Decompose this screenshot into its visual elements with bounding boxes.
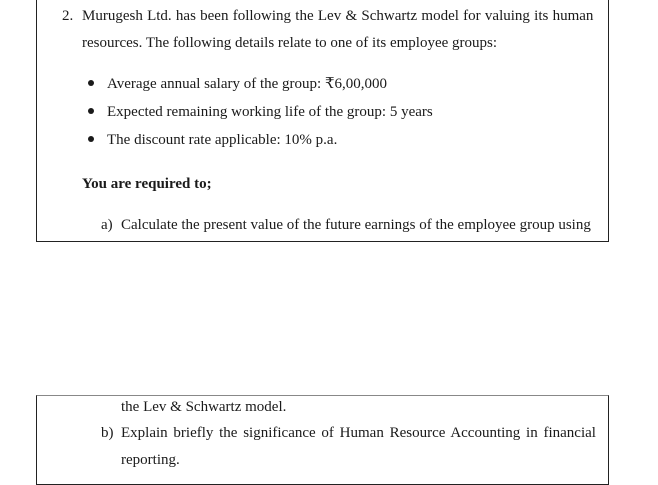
detail-item-discount-rate: The discount rate applicable: 10% p.a. <box>107 132 338 148</box>
detail-item-salary: Average annual salary of the group: ₹6,00,000 <box>107 76 388 92</box>
required-heading: You are required to; <box>82 176 212 192</box>
bullet-icon <box>88 108 94 114</box>
part-a-label: a) <box>101 217 113 233</box>
question-intro-line-2: resources. The following details relate to one of its employee groups: <box>82 35 498 51</box>
part-b-label: b) <box>101 425 114 441</box>
question-intro-line-1: Murugesh Ltd. has been following the Lev & Schwartz model for valuing its human <box>82 8 594 24</box>
part-a-text-line-1: Calculate the present value of the future earnings of the employee group using <box>121 217 591 233</box>
detail-item-working-life: Expected remaining working life of the group: 5 years <box>107 104 433 120</box>
bullet-icon <box>88 80 94 86</box>
question-number: 2. <box>62 8 74 24</box>
part-b-text-line-1: Explain briefly the significance of Human Resource Accounting in financial <box>121 425 596 441</box>
part-b-text-line-2: reporting. <box>121 452 180 468</box>
part-a-text-line-2: the Lev & Schwartz model. <box>121 399 287 415</box>
bullet-icon <box>88 136 94 142</box>
